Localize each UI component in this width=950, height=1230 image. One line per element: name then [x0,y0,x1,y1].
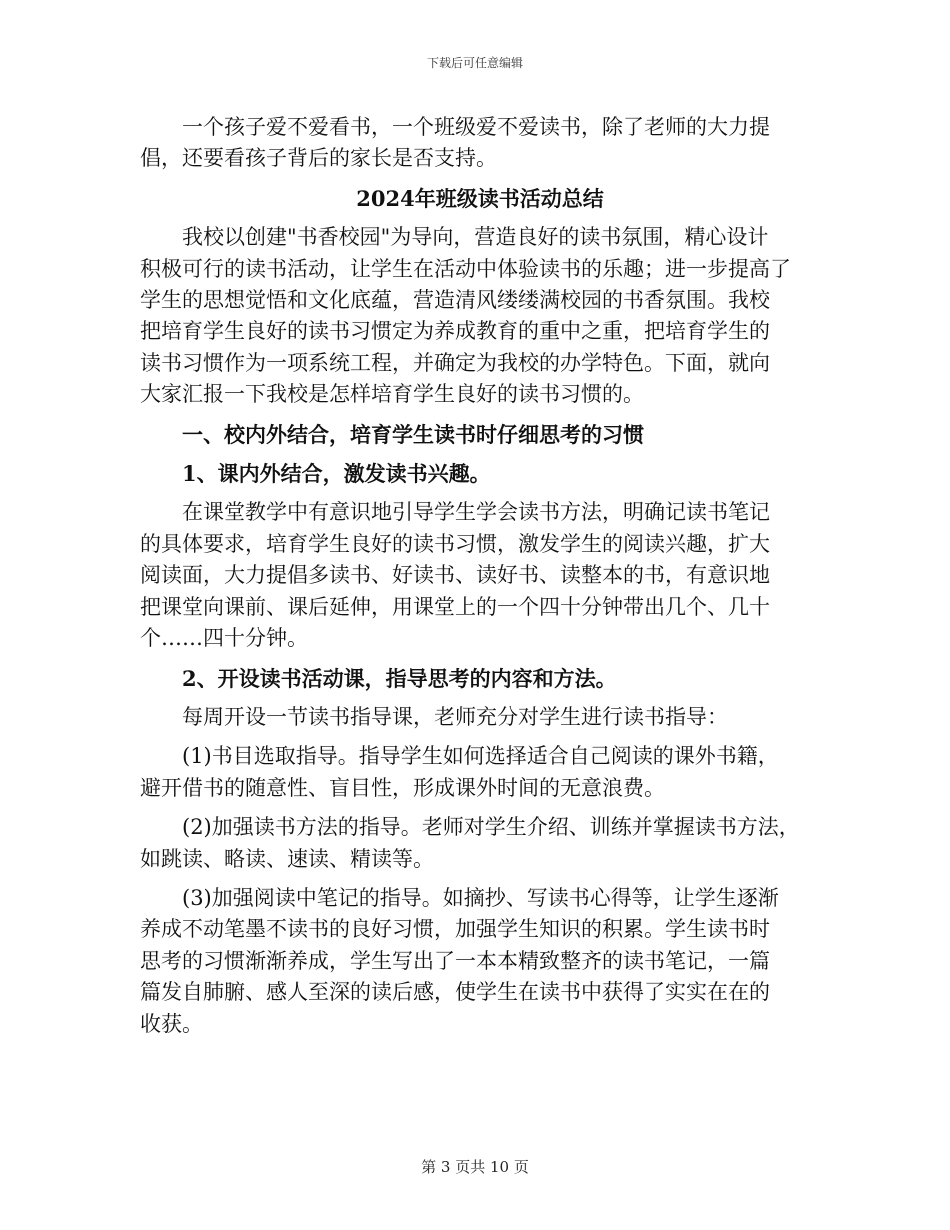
intro-paragraph: 一个孩子爱不爱看书，一个班级爱不爱读书，除了老师的大力提 倡，还要看孩子背后的家长是否支持。 [140,115,770,171]
paragraph-6: (3)加强阅读中笔记的指导。如摘抄、写读书心得等，让学生逐渐 养成不动笔墨不读书的良好习惯，加强学生知识的积累。学生读书时 思考的习惯渐渐养成，学生写出了一本本精致整齐的读书笔记，一篇 篇发自肺腑、感人至深的读后感，使学生在读书中获得了实实在在的 收获。 [140,885,779,1036]
document-title: 2024年班级读书活动总结 [356,185,604,211]
paragraph-5: (2)加强读书方法的指导。老师对学生介绍、训练并掌握读书方法， 如跳读、略读、速读、精读等。 [140,815,800,871]
section-heading-1: 一、校内外结合，培育学生读书时仔细思考的习惯 [182,421,644,447]
subsection-heading-2: 2、开设读书活动课，指导思考的内容和方法。 [182,665,617,691]
subsection-heading-1: 1、课内外结合，激发读书兴趣。 [182,461,491,487]
paragraph-2: 在课堂教学中有意识地引导学生学会读书方法，明确记读书笔记 的具体要求，培育学生良好的读书习惯，激发学生的阅读兴趣，扩大 阅读面，大力提倡多读书、好读书、读好书、读整本的书，有意识地 把课堂向课前、课后延伸，用课堂上的一个四十分钟带出几个、几十 个……四十分钟。 [140,500,770,651]
page-header: 下载后可任意编辑 [426,56,523,70]
document-body [140,112,820,1040]
paragraph-3: 每周开设一节读书指导课，老师充分对学生进行读书指导： [182,704,728,729]
page-footer: 第 3 页共 10 页 [421,1158,529,1176]
paragraph-4: (1)书目选取指导。指导学生如何选择适合自己阅读的课外书籍， 避开借书的随意性、盲目性，形成课外时间的无意浪费。 [140,744,779,800]
paragraph-1: 我校以创建"书香校园"为导向，营造良好的读书氛围，精心设计 积极可行的读书活动，让学生在活动中体验读书的乐趣；进一步提高了 学生的思想觉悟和文化底蕴，营造清风缕缕满校园的书香氛围。我校 把培育学生良好的读书习惯定为养成教育的重中之重，把培育学生的 读书习惯作为一项系统工程，并确定为我校的办学特色。下面，就向 大家汇报一下我校是怎样培育学生良好的读书习惯的。 [140,225,791,407]
